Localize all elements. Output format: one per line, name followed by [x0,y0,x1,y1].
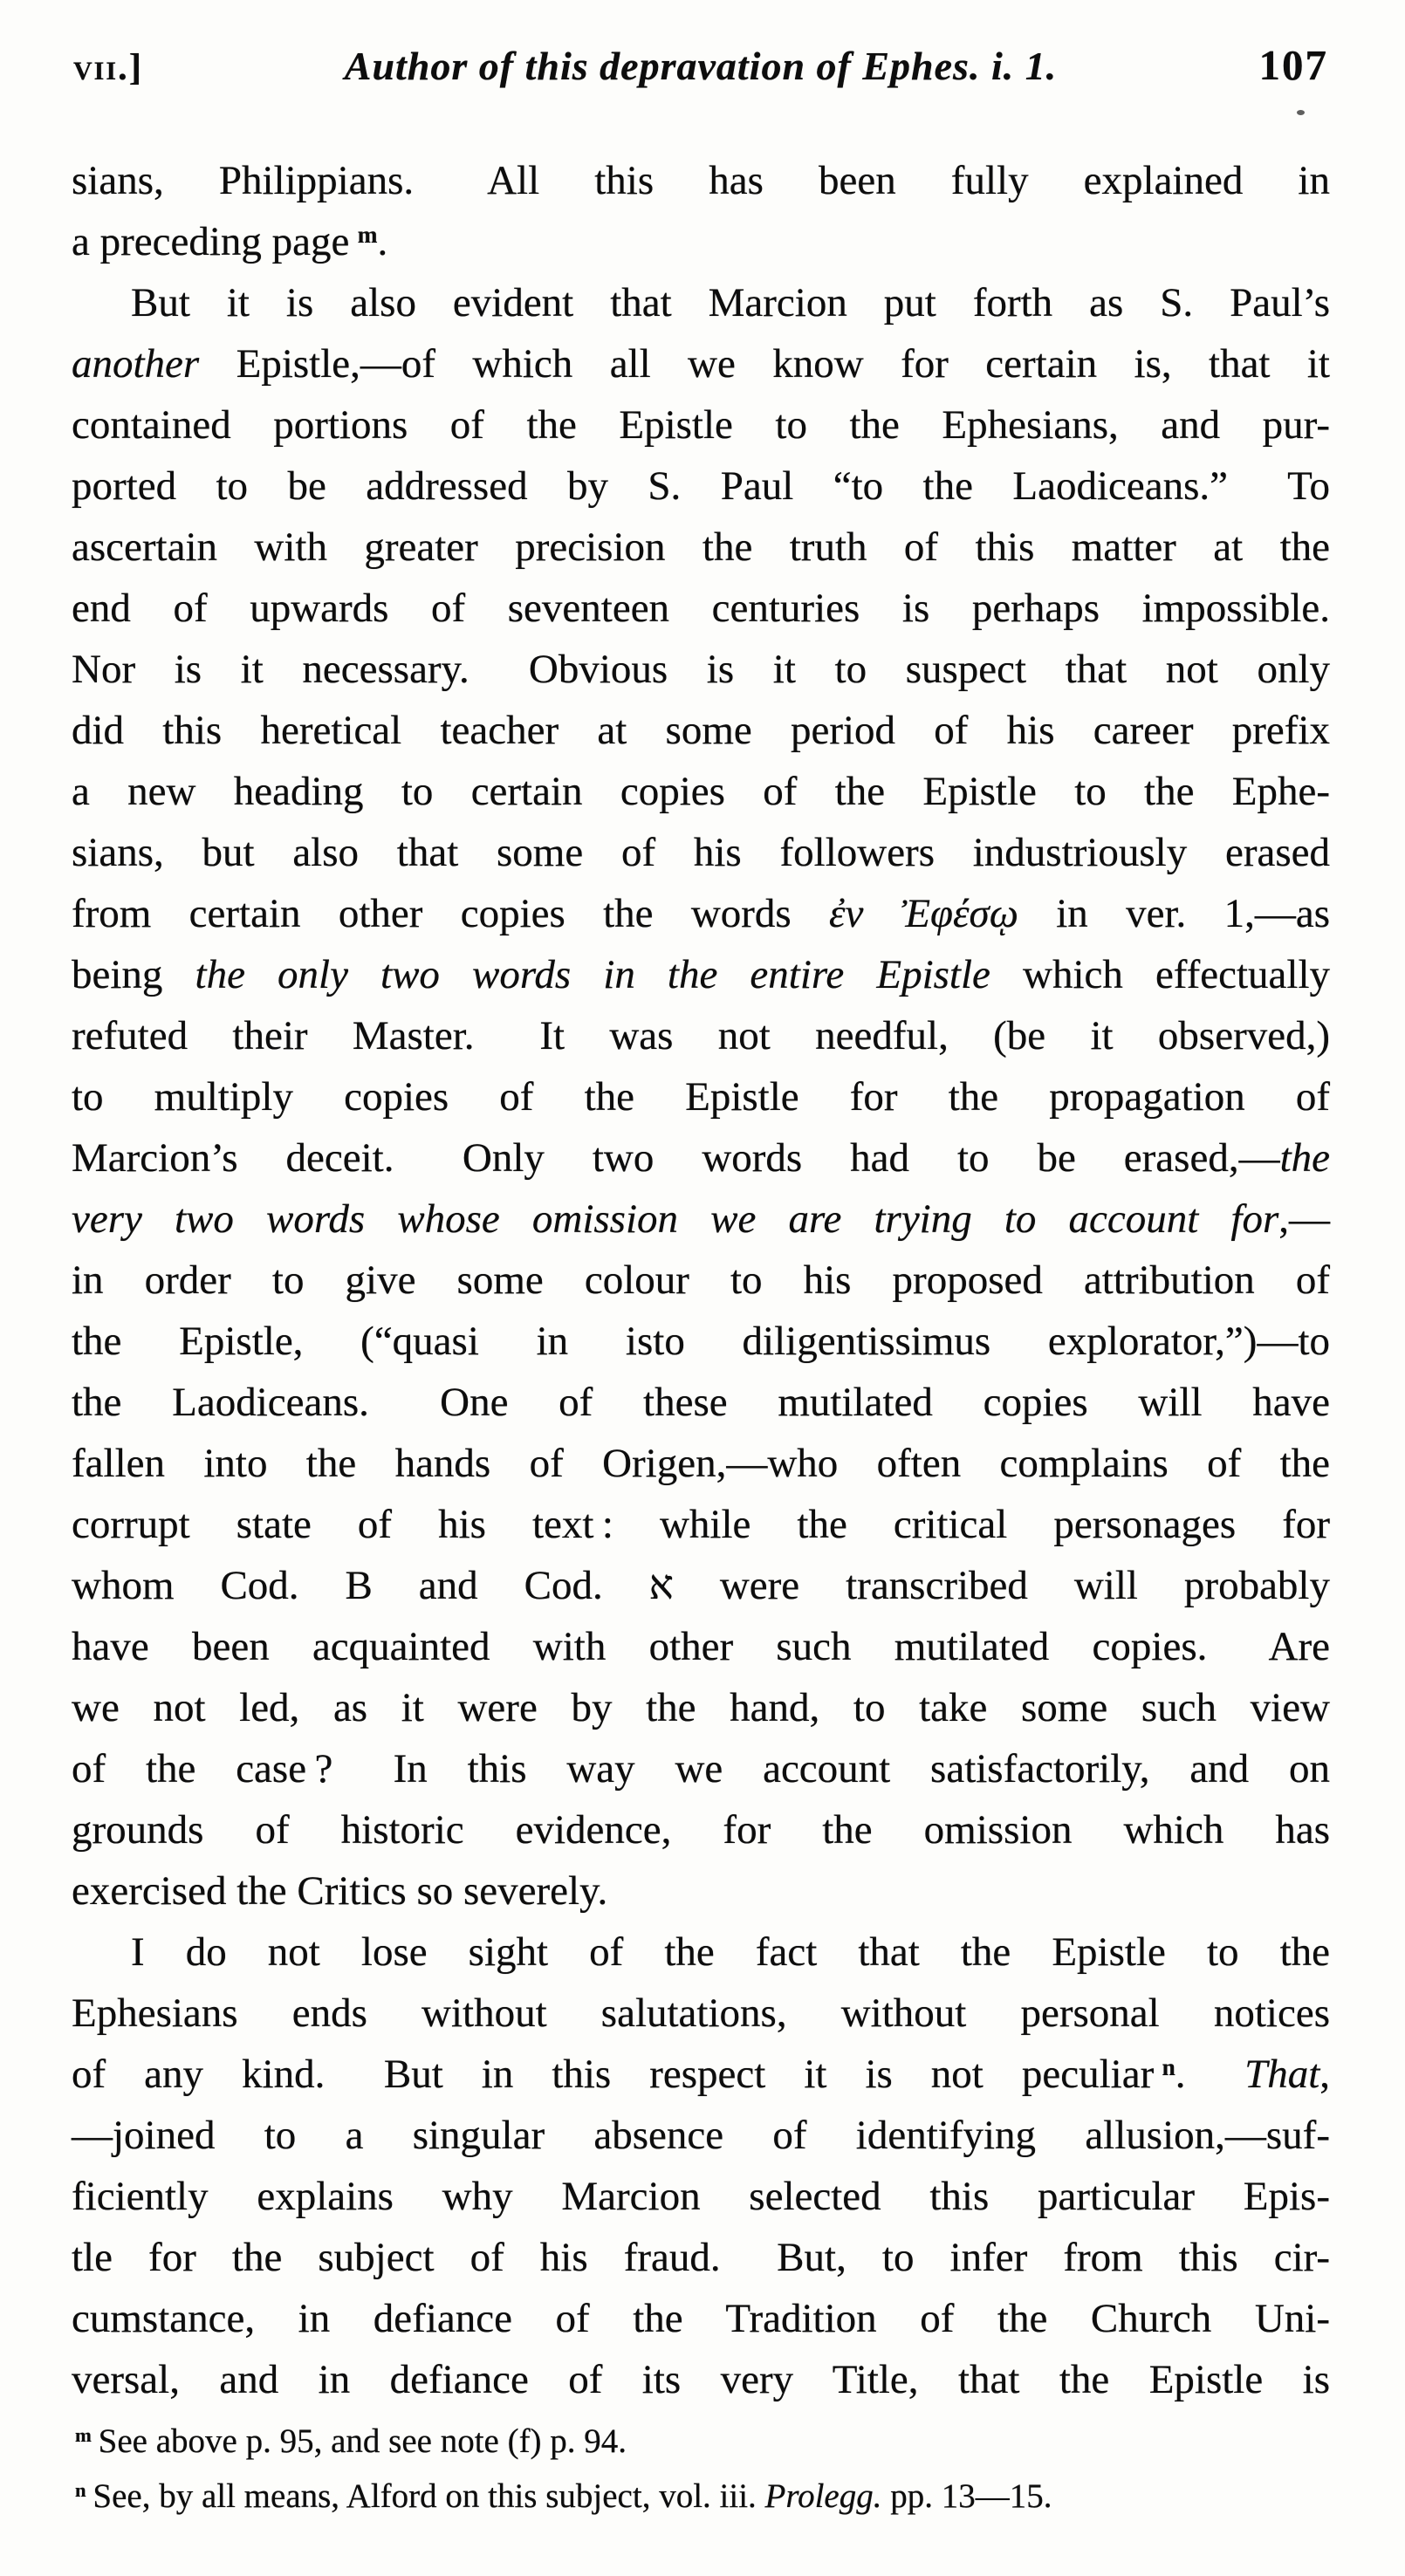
text-line: from certain other copies the words ἐν Ἐφέσῳ in ver. 1,—as [72,891,1330,936]
text-line: in order to give some colour to his proposed attribution of [72,1257,1330,1303]
text-line: to multiply copies of the Epistle for the propagation of [72,1074,1330,1120]
body-text [72,150,1330,2410]
text-line: Marcion’s deceit. Only two words had to be erased,—the [72,1135,1330,1181]
text-line: ported to be addressed by S. Paul “to the Laodiceans.” To [72,463,1330,509]
text-line: very two words whose omission we are trying to account for,— [72,1196,1330,1242]
chapter-marker: vii.] [73,47,144,88]
text-line: versal, and in defiance of its very Title, that the Epistle is [72,2357,1330,2402]
text-line: cumstance, in defiance of the Tradition of the Church Uni- [72,2296,1330,2341]
text-line: But it is also evident that Marcion put forth as S. Paul’s [131,280,1330,325]
page-number: 107 [1258,41,1328,89]
text-line: end of upwards of seventeen centuries is perhaps impossible. [72,586,1330,631]
footnote: $^m$ See above p. 95, and see note (f) p. 94. [75,2422,627,2460]
text-line: I do not lose sight of the fact that the Epistle to the [131,1929,1330,1975]
text-line: corrupt state of his text : while the critical personages for [72,1502,1330,1547]
text-line: being the only two words in the entire Epistle which effectually [72,952,1331,997]
text-line: a new heading to certain copies of the Epistle to the Ephe- [72,769,1330,814]
text-line: ascertain with greater precision the truth of this matter at the [72,524,1330,570]
text-line: contained portions of the Epistle to the Ephesians, and pur- [72,402,1330,448]
text-line: a preceding page $^m$. [72,219,388,264]
text-line: the Laodiceans. One of these mutilated copies will have [72,1380,1330,1425]
running-header [73,40,1328,90]
text-line: —joined to a singular absence of identifying allusion,—suf- [72,2113,1330,2158]
text-line: of any kind. But in this respect it is not peculiar $^n$. That, [72,2052,1331,2097]
footnote: $^n$ See, by all means, Alford on this subject, vol. iii. Prolegg. pp. 13—15. [75,2477,1052,2515]
text-line: Ephesians ends without salutations, without personal notices [72,1990,1330,2036]
text-line: grounds of historic evidence, for the omission which has [72,1807,1330,1853]
text-line: fallen into the hands of Origen,—who often complains of the [72,1441,1330,1486]
text-line: whom Cod. B and Cod. א were transcribed will probably [72,1563,1330,1608]
text-line: refuted their Master. It was not needful, (be it observed,) [72,1013,1330,1058]
text-line: we not led, as it were by the hand, to take some such view [72,1685,1330,1730]
text-line: Nor is it necessary. Obvious is it to suspect that not only [72,647,1330,692]
text-line: sians, but also that some of his followers industriously erased [72,830,1330,875]
text-line: the Epistle, (“quasi in isto diligentissimus explorator,”)—to [72,1319,1330,1364]
text-line: of the case ? In this way we account satisfactorily, and on [72,1746,1330,1792]
scan-speck [1297,110,1305,115]
text-line: ficiently explains why Marcion selected this particular Epis- [72,2174,1330,2219]
text-line: another Epistle,—of which all we know for certain is, that it [72,341,1330,387]
text-line: sians, Philippians. All this has been fully explained in [72,158,1330,203]
text-line: exercised the Critics so severely. [72,1868,608,1914]
running-title: Author of this depravation of Ephes. i. 1. [344,44,1058,88]
text-line: did this heretical teacher at some period of his career prefix [72,708,1330,753]
footnotes [75,2414,1332,2524]
text-line: have been acquainted with other such mutilated copies. Are [72,1624,1330,1669]
text-line: tle for the subject of his fraud. But, to infer from this cir- [72,2235,1330,2280]
